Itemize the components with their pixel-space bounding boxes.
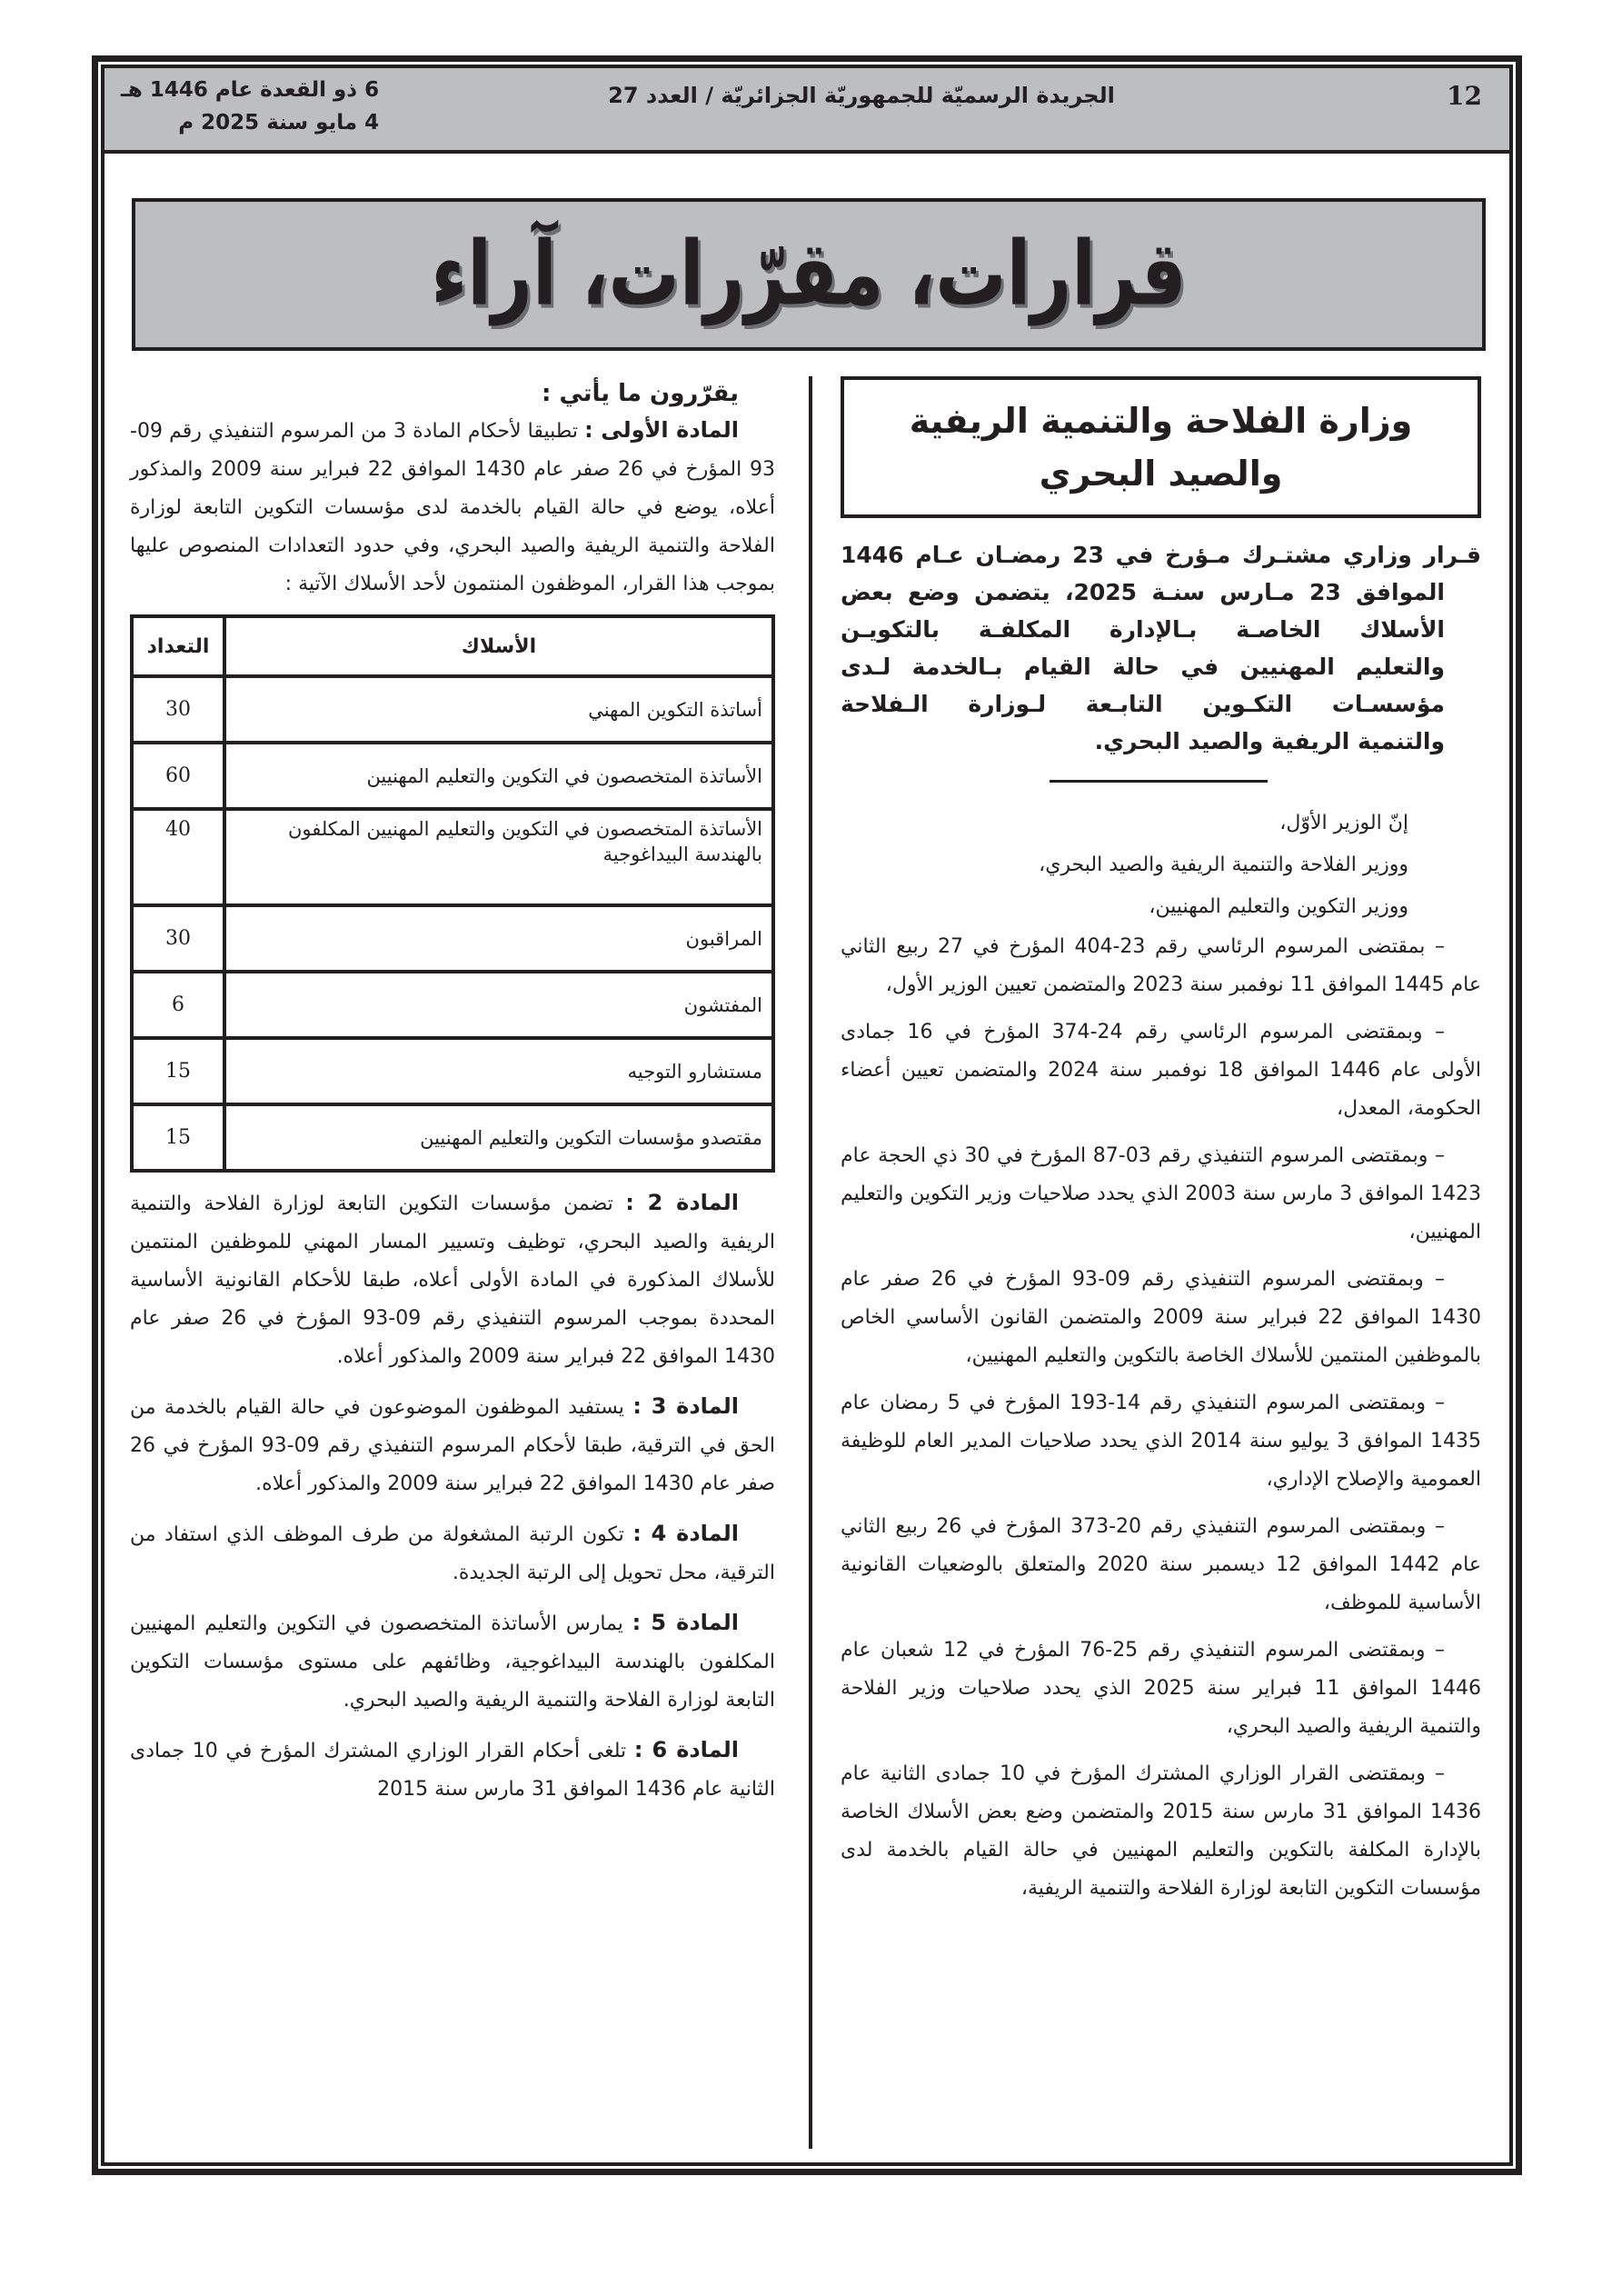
- visa-item: – وبمقتضى القرار الوزاري المشترك المؤرخ في 10 جمادى الثانية عام 1436 الموافق 31 مارس سنة 2015 والمتضمن وضع بعض الأسلاك الخاصة بالإدارة المكلفة بالتكوين والتعليم المهنيين في حالة القيام بالخدمة لدى مؤسسات التكوين التابعة لوزارة الفلاحة والتنمية الريفية،: [841, 1762, 1481, 1900]
- corps-name: المفتشون: [224, 972, 773, 1038]
- corps-name: مقتصدو مؤسسات التكوين والتعليم المهنيين: [224, 1104, 773, 1171]
- corps-name: الأساتذة المتخصصون في التكوين والتعليم المهنيين: [224, 743, 773, 809]
- gazette-title: الجريدة الرسميّة للجمهوريّة الجزائريّة / العدد 27: [608, 83, 1115, 108]
- article-4: [130, 1514, 775, 1592]
- page-header: [104, 68, 1509, 154]
- page-number: 12: [1447, 81, 1482, 111]
- ministry-name-line2: والصيد البحري: [1039, 454, 1283, 494]
- decree-title: [841, 536, 1481, 760]
- article-text: تضمن مؤسسات التكوين التابعة لوزارة الفلاحة والتنمية الريفية والصيد البحري، توظيف وتسيير المسار المهني للموظفين المنتمين للأسلاك المذكورة في المادة الأولى أعلاه، طبقا للأحكام القانونية الأساسية المحددة بموجب المرسوم التنفيذي رقم 09-93 المؤرخ في 26 صفر عام 1430 الموافق 22 فبراير سنة 2009 والمذكور أعلاه.: [130, 1193, 776, 1368]
- article-label: المادة 6 :: [633, 1737, 740, 1762]
- corps-count: 30: [132, 905, 224, 972]
- article-text: يستفيد الموظفون الموضوعون في حالة القيام بالخدمة من الحق في الترقية، طبقا لأحكام المرسوم التنفيذي رقم 09-93 المؤرخ في 26 صفر عام 1430 الموافق 22 فبراير سنة 2009 والمذكور أعلاه.: [130, 1396, 775, 1495]
- visa-item: – وبمقتضى المرسوم التنفيذي رقم 20-373 المؤرخ في 26 ربيع الثاني عام 1442 الموافق 12 ديسمبر سنة 2020 والمتعلق بالوضعيات القانونية الأساسية للموظف،: [841, 1515, 1481, 1614]
- corps-count: 60: [132, 743, 224, 809]
- preamble-minister-agriculture: ووزير الفلاحة والتنمية الريفية والصيد البحري،: [1039, 854, 1408, 876]
- ministry-name-line1: وزارة الفلاحة والتنمية الريفية: [909, 401, 1413, 441]
- preamble: [841, 803, 1481, 1908]
- article-label: المادة 4 :: [632, 1521, 740, 1546]
- article-label: المادة 3 :: [632, 1393, 739, 1419]
- decree-title-line: الأسلاك الخاصـة بـالإدارة المكلفـة بالتكويـن: [841, 616, 1445, 643]
- corps-count: 6: [132, 972, 224, 1038]
- article-label: المادة 5 :: [632, 1610, 740, 1635]
- title-separator: [1050, 780, 1268, 783]
- corps-name: أساتذة التكوين المهني: [224, 676, 773, 743]
- corps-count: 30: [132, 676, 224, 743]
- article-text: يمارس الأساتذة المتخصصون في التكوين والتعليم المهنيين المكلفون بالهندسة البيداغوجية، وظائفهم على مستوى مؤسسات التكوين التابعة لوزارة الفلاحة والتنمية الريفية والصيد البحري.: [130, 1612, 775, 1712]
- article-label: المادة الأولى :: [584, 417, 739, 443]
- decree-title-line: قـرار وزاري مشتـرك مـؤرخ في 23 رمضـان عـام 1446: [841, 542, 1482, 568]
- article-5: [130, 1603, 775, 1720]
- table-row: [132, 743, 773, 809]
- article-3: [130, 1387, 775, 1503]
- article-label: المادة 2 :: [625, 1190, 740, 1215]
- article-6: [130, 1731, 775, 1809]
- article-2: [130, 1183, 775, 1376]
- table-row: [132, 676, 773, 743]
- date-gregorian: 4 مايو سنة 2025 م: [178, 111, 380, 135]
- table-row: [132, 1038, 773, 1104]
- visa-item: – وبمقتضى المرسوم التنفيذي رقم 14-193 المؤرخ في 5 رمضان عام 1435 الموافق 3 يوليو سنة 2014 الذي يحدد صلاحيات المدير العام للوظيفة العمومية والإصلاح الإداري،: [841, 1392, 1481, 1491]
- visa-item: – وبمقتضى المرسوم التنفيذي رقم 03-87 المؤرخ في 30 ذي الحجة عام 1423 الموافق 3 مارس سنة 2003 الذي يحدد صلاحيات وزير التكوين والتعليم المهنيين،: [841, 1144, 1481, 1243]
- corps-name: المراقبون: [224, 905, 773, 972]
- corps-count: 15: [132, 1104, 224, 1171]
- table-row: [132, 809, 773, 905]
- corps-name: الأساتذة المتخصصون في التكوين والتعليم المهنيين المكلفون بالهندسة البيداغوجية: [224, 809, 773, 905]
- table-row: [132, 905, 773, 972]
- table-row: [132, 972, 773, 1038]
- article-text: تطبيقا لأحكام المادة 3 من المرسوم التنفيذي رقم 09-93 المؤرخ في 26 صفر عام 1430 الموافق 22 فبراير سنة 2009 والمذكور أعلاه، يوضع في حالة القيام بالخدمة لدى مؤسسات التكوين التابعة لوزارة الفلاحة والتنمية الريفية والصيد البحري، وفي حدود التعدادات المنصوص عليها بموجب هذا القرار، الموظفون المنتمون لأحد الأسلاك الآتية :: [130, 420, 775, 595]
- decree-title-line: الموافق 23 مـارس سنـة 2025، يتضمن وضع بعض: [841, 579, 1445, 605]
- visa-item: – وبمقتضى المرسوم الرئاسي رقم 24-374 المؤرخ في 16 جمادى الأولى عام 1446 الموافق 18 نوفمبر سنة 2024 والمتضمن تعيين أعضاء الحكومة، المعدل،: [841, 1021, 1481, 1120]
- decree-title-line: مؤسسـات التكـوين التابـعة لـوزارة الـفلاحة: [841, 691, 1445, 717]
- issue-date: [121, 74, 379, 139]
- column-header-corps: الأسلاك: [224, 616, 773, 676]
- visa-item: – وبمقتضى المرسوم التنفيذي رقم 25-76 المؤرخ في 12 شعبان عام 1446 الموافق 11 فبراير سنة 2025 الذي يحدد صلاحيات وزير الفلاحة والتنمية الريفية والصيد البحري،: [841, 1639, 1481, 1738]
- date-hijri: 6 ذو القعدة عام 1446 هـ: [121, 78, 380, 102]
- article-text: تلغى أحكام القرار الوزاري المشترك المؤرخ في 10 جمادى الثانية عام 1436 الموافق 31 مارس سنة 2015: [130, 1740, 775, 1801]
- section-banner: [132, 198, 1486, 351]
- decree-title-line: والتنمية الريفية والصيد البحري.: [1094, 728, 1445, 754]
- decree-title-line: والتعليم المهنيين في حالة القيام بـالخدمة لـدى: [841, 654, 1445, 680]
- article-1: [130, 411, 775, 604]
- left-column: [130, 376, 775, 1820]
- corps-count: 40: [132, 809, 224, 905]
- corps-count: 15: [132, 1038, 224, 1104]
- preamble-first-minister: إنّ الوزير الأوّل،: [1279, 812, 1408, 834]
- corps-table: [130, 614, 775, 1173]
- corps-name: مستشارو التوجيه: [224, 1038, 773, 1104]
- section-title: قرارات، مقرّرات، آراء: [431, 223, 1187, 326]
- column-divider: [809, 376, 812, 2149]
- column-header-count: التعداد: [132, 616, 224, 676]
- preamble-minister-training: ووزير التكوين والتعليم المهنيين،: [1149, 895, 1408, 918]
- article-text: تكون الرتبة المشغولة من طرف الموظف الذي استفاد من الترقية، محل تحويل إلى الرتبة الجديدة.: [130, 1523, 775, 1584]
- decide-heading: يقرّرون ما يأتي :: [542, 380, 739, 407]
- right-column: [841, 376, 1481, 1917]
- table-row: [132, 1104, 773, 1171]
- visa-item: – بمقتضى المرسوم الرئاسي رقم 23-404 المؤرخ في 27 ربيع الثاني عام 1445 الموافق 11 نوفمبر سنة 2023 والمتضمن تعيين الوزير الأول،: [841, 935, 1481, 996]
- ministry-heading: [841, 376, 1481, 518]
- visa-item: – وبمقتضى المرسوم التنفيذي رقم 09-93 المؤرخ في 26 صفر عام 1430 الموافق 22 فبراير سنة 2009 والمتضمن القانون الأساسي الخاص بالموظفين المنتمين للأسلاك الخاصة بالتكوين والتعليم المهنيين،: [841, 1268, 1481, 1367]
